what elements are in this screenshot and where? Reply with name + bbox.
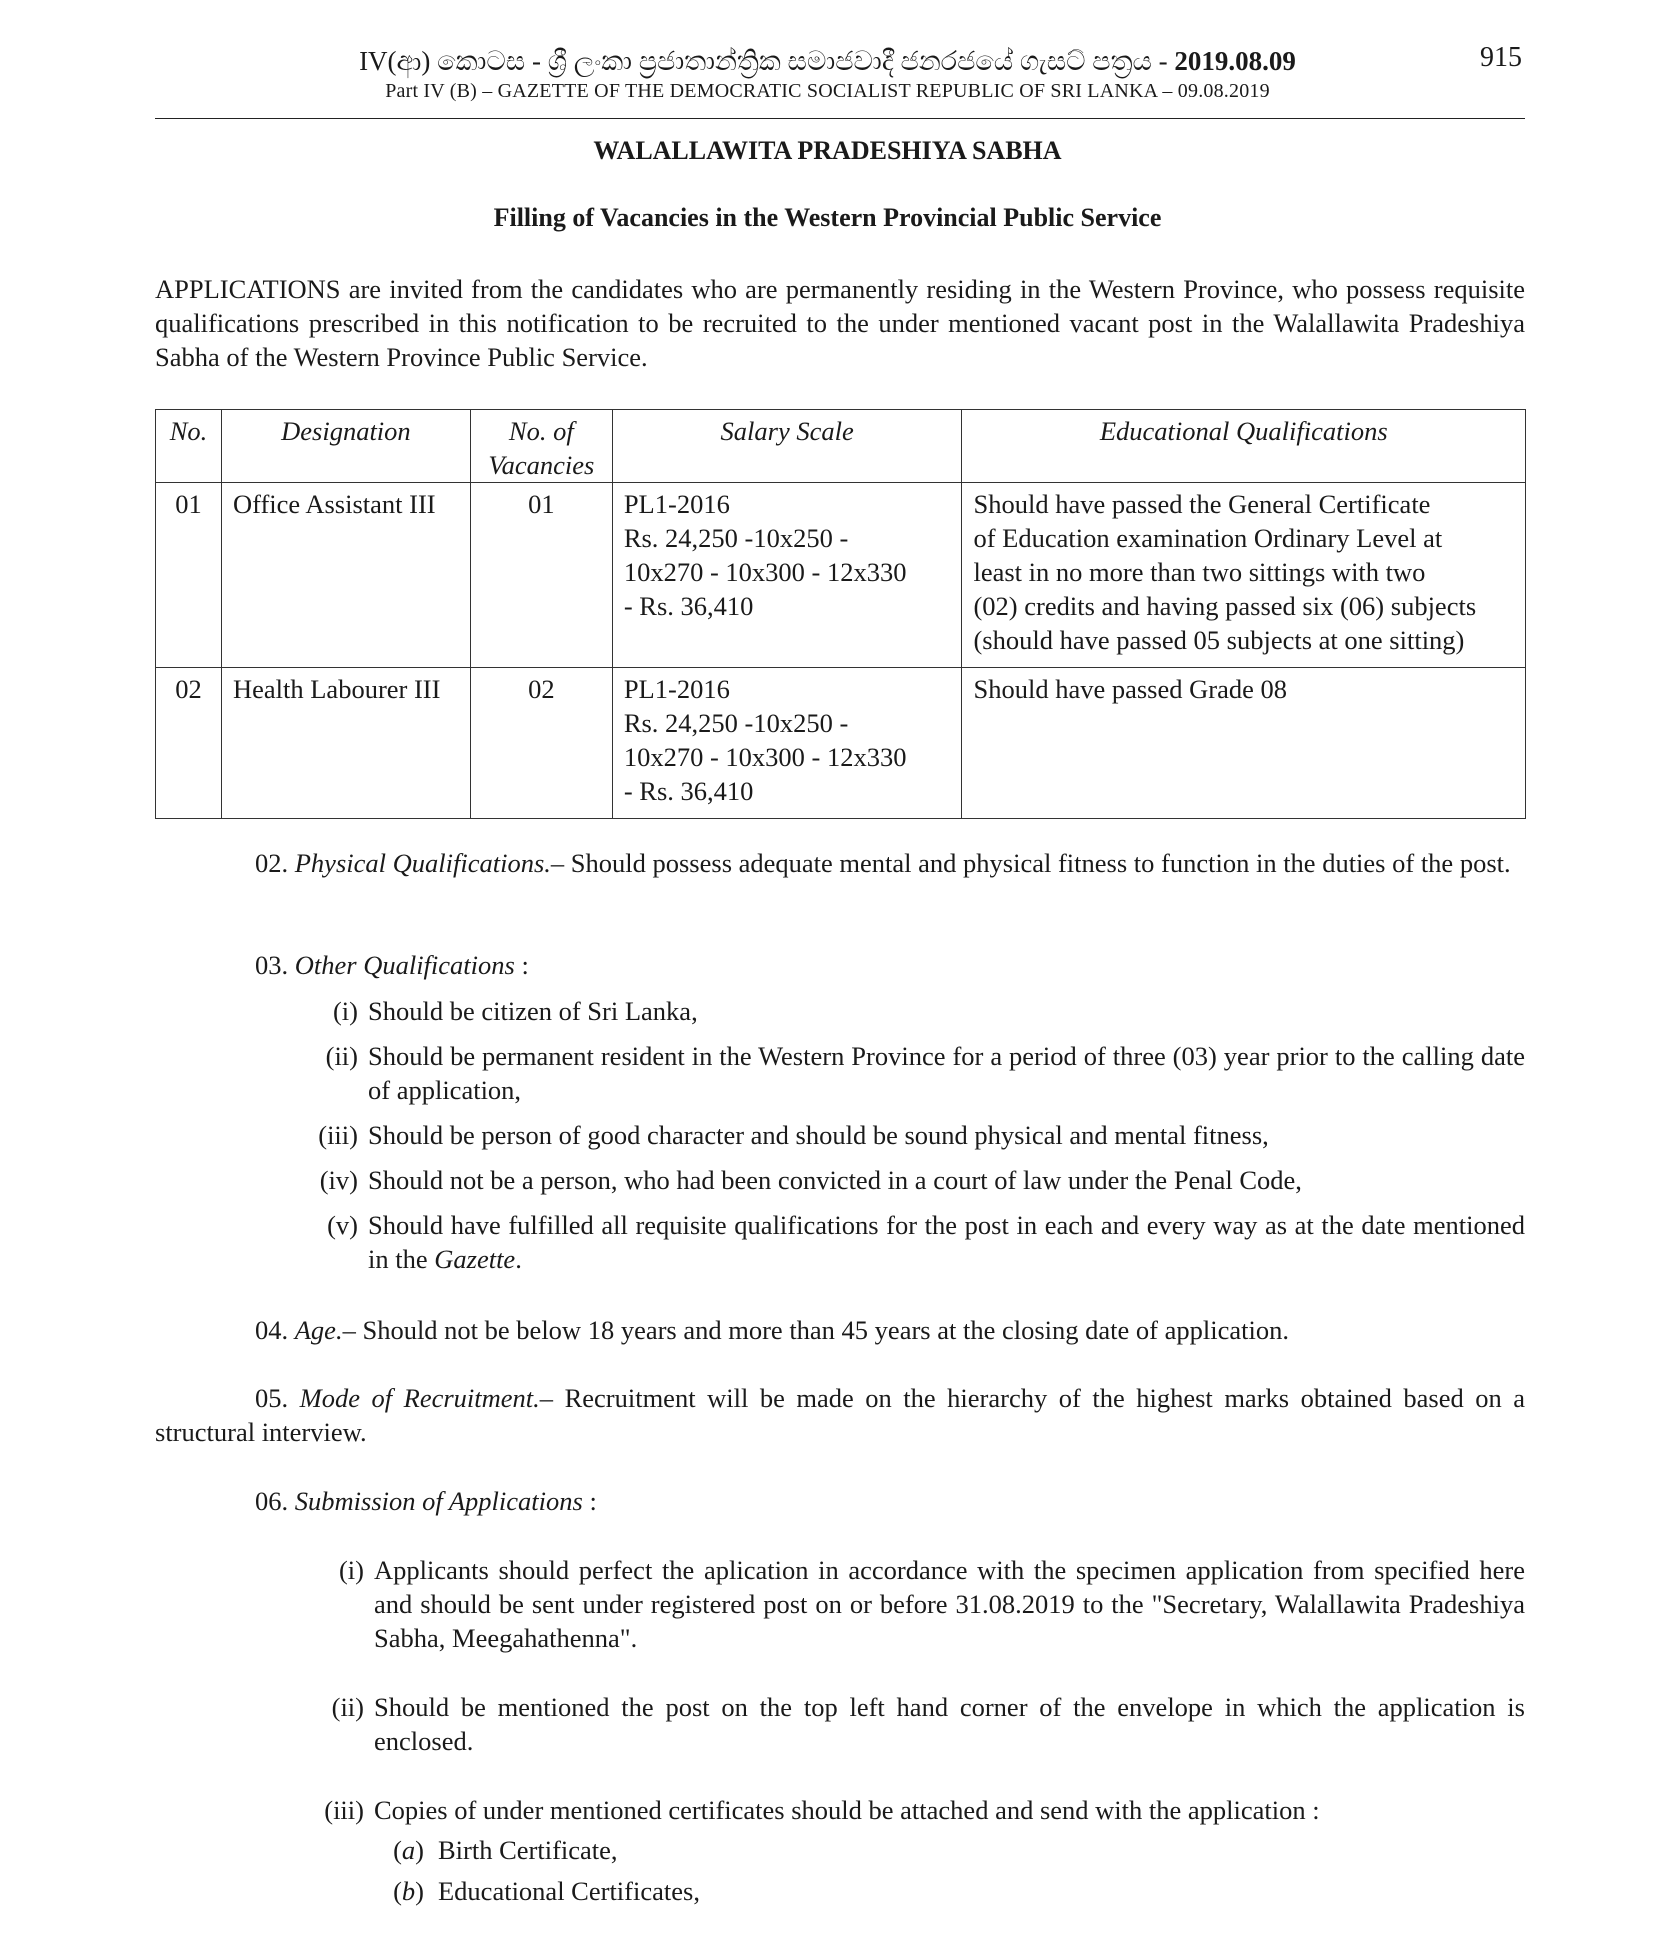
salary-line: - Rs. 36,410 bbox=[623, 776, 754, 806]
section-other-qualifications bbox=[155, 948, 1525, 982]
table-row bbox=[156, 668, 1526, 819]
salary-line: PL1-2016 bbox=[623, 489, 730, 519]
salary-line: 10x270 - 10x300 - 12x330 bbox=[623, 557, 907, 587]
section-colon: : bbox=[514, 950, 529, 980]
col-header-no: No. bbox=[156, 410, 222, 483]
cell-salary bbox=[612, 483, 962, 668]
vacancies-table bbox=[155, 409, 1526, 819]
col-header-qualifications: Educational Qualifications bbox=[962, 410, 1526, 483]
section-heading: Submission of Applications bbox=[294, 1486, 583, 1516]
section-heading: Age. bbox=[294, 1315, 343, 1345]
section-mode-of-recruitment bbox=[155, 1381, 1525, 1449]
page-subtitle: Filling of Vacancies in the Western Provincial Public Service bbox=[493, 203, 1162, 232]
header-english: Part IV (B) – GAZETTE OF THE DEMOCRATIC SOCIALIST REPUBLIC OF SRI LANKA – 09.08.2019 bbox=[385, 80, 1270, 102]
cell-salary bbox=[612, 668, 962, 819]
subitem-label: (b) bbox=[393, 1876, 424, 1906]
section-number: 03. bbox=[255, 950, 289, 980]
item-text: Should be person of good character and should be sound physical and mental fitness, bbox=[368, 1120, 1269, 1150]
section-number: 02. bbox=[255, 848, 289, 878]
section-heading: Physical Qualifications. bbox=[294, 848, 551, 878]
qualification-line: (should have passed 05 subjects at one sitting) bbox=[973, 625, 1465, 655]
col-header-vacancies: No. of Vacancies bbox=[470, 410, 612, 483]
item-text: Should not be a person, who had been convicted in a court of law under the Penal Code, bbox=[368, 1165, 1302, 1195]
item-text-wrapper bbox=[368, 1208, 1525, 1276]
item-label: (iii) bbox=[324, 1795, 364, 1825]
section-age bbox=[155, 1313, 1525, 1347]
salary-line: Rs. 24,250 -10x250 - bbox=[623, 523, 849, 553]
item-label: (iv) bbox=[319, 1165, 358, 1195]
page-title: WALALLAWITA PRADESHIYA SABHA bbox=[593, 136, 1062, 165]
section-number: 06. bbox=[255, 1486, 289, 1516]
header-sinhala-date: 2019.08.09 bbox=[1174, 46, 1296, 76]
item-text: Applicants should perfect the aplication in accordance with the specimen application from specified here and should be sent under registered post on or before 31.08.2019 to the "Secretary, Walallawita Pradeshiya Sabha, Meegahathenna". bbox=[374, 1555, 1525, 1653]
section-physical-qualifications bbox=[155, 846, 1525, 880]
section-heading: Other Qualifications bbox=[294, 950, 515, 980]
table-header-row bbox=[156, 410, 1526, 483]
salary-line: 10x270 - 10x300 - 12x330 bbox=[623, 742, 907, 772]
item-text: Copies of under mentioned certificates should be attached and send with the application : bbox=[374, 1795, 1320, 1825]
cell-qualification bbox=[962, 483, 1526, 668]
item-text-italic: Gazette bbox=[434, 1244, 516, 1274]
item-text: Should be permanent resident in the Western Province for a period of three (03) year prior to the calling date of application, bbox=[368, 1041, 1525, 1105]
page-number: 915 bbox=[1480, 42, 1522, 73]
item-label: (iii) bbox=[318, 1120, 358, 1150]
section-text: – Recruitment will be made on the hierarchy of the highest marks obtained based on a structural interview. bbox=[155, 1383, 1526, 1447]
salary-line: Rs. 24,250 -10x250 - bbox=[623, 708, 849, 738]
cell-vacancies: 02 bbox=[470, 668, 612, 819]
subitem-label: (a) bbox=[393, 1835, 424, 1865]
cell-vacancies: 01 bbox=[470, 483, 612, 668]
section-text: – Should not be below 18 years and more than 45 years at the closing date of application. bbox=[342, 1315, 1289, 1345]
item-label: (ii) bbox=[331, 1692, 364, 1722]
subitem-text: Birth Certificate, bbox=[438, 1835, 618, 1865]
section-text: – Should possess adequate mental and physical fitness to function in the duties of the post. bbox=[550, 848, 1511, 878]
col-header-salary: Salary Scale bbox=[612, 410, 962, 483]
header-sinhala-prefix: IV(ආ) කොටස - ශ්‍රී ලංකා ප්‍රජාතාන්ත්‍රික සමාජවාදී ජනරජයේ ගැසට් පත්‍රය - bbox=[359, 46, 1168, 76]
item-text-end: . bbox=[515, 1244, 522, 1274]
header-sinhala bbox=[0, 46, 1655, 78]
item-text: Should have fulfilled all requisite qualifications for the post in each and every way as at the date mentioned in the bbox=[368, 1210, 1525, 1274]
qualification-line: Should have passed the General Certificate bbox=[973, 489, 1431, 519]
table-row bbox=[156, 483, 1526, 668]
salary-line: PL1-2016 bbox=[623, 674, 730, 704]
item-text: Should be citizen of Sri Lanka, bbox=[368, 996, 698, 1026]
qualification-line: Should have passed Grade 08 bbox=[973, 674, 1287, 704]
item-label: (i) bbox=[332, 996, 358, 1026]
qualification-line: (02) credits and having passed six (06) subjects bbox=[973, 591, 1477, 621]
section-submission-of-applications bbox=[155, 1484, 1525, 1518]
cell-designation: Health Labourer III bbox=[221, 668, 470, 819]
section-number: 05. bbox=[255, 1383, 289, 1413]
cell-qualification bbox=[962, 668, 1526, 819]
section-colon: : bbox=[582, 1486, 597, 1516]
item-label: (ii) bbox=[325, 1041, 358, 1071]
qualification-line: of Education examination Ordinary Level at bbox=[973, 523, 1443, 553]
item-label: (i) bbox=[338, 1555, 364, 1585]
col-header-designation: Designation bbox=[221, 410, 470, 483]
cell-no: 02 bbox=[156, 668, 222, 819]
cell-no: 01 bbox=[156, 483, 222, 668]
header-divider bbox=[155, 118, 1525, 119]
subitem-text: Educational Certificates, bbox=[438, 1876, 700, 1906]
intro-paragraph: APPLICATIONS are invited from the candidates who are permanently residing in the Western Province, who possess requisite qualifications prescribed in this notification to be recruited to the under mentioned vacant post in the Walallawita Pradeshiya Sabha of the Western Province Public Service. bbox=[155, 274, 1525, 372]
cell-designation: Office Assistant III bbox=[221, 483, 470, 668]
qualification-line: least in no more than two sittings with two bbox=[973, 557, 1426, 587]
item-text: Should be mentioned the post on the top left hand corner of the envelope in which the application is enclosed. bbox=[374, 1692, 1525, 1756]
section-heading: Mode of Recruitment. bbox=[299, 1383, 540, 1413]
section-number: 04. bbox=[255, 1315, 289, 1345]
item-label: (v) bbox=[327, 1210, 358, 1240]
salary-line: - Rs. 36,410 bbox=[623, 591, 754, 621]
